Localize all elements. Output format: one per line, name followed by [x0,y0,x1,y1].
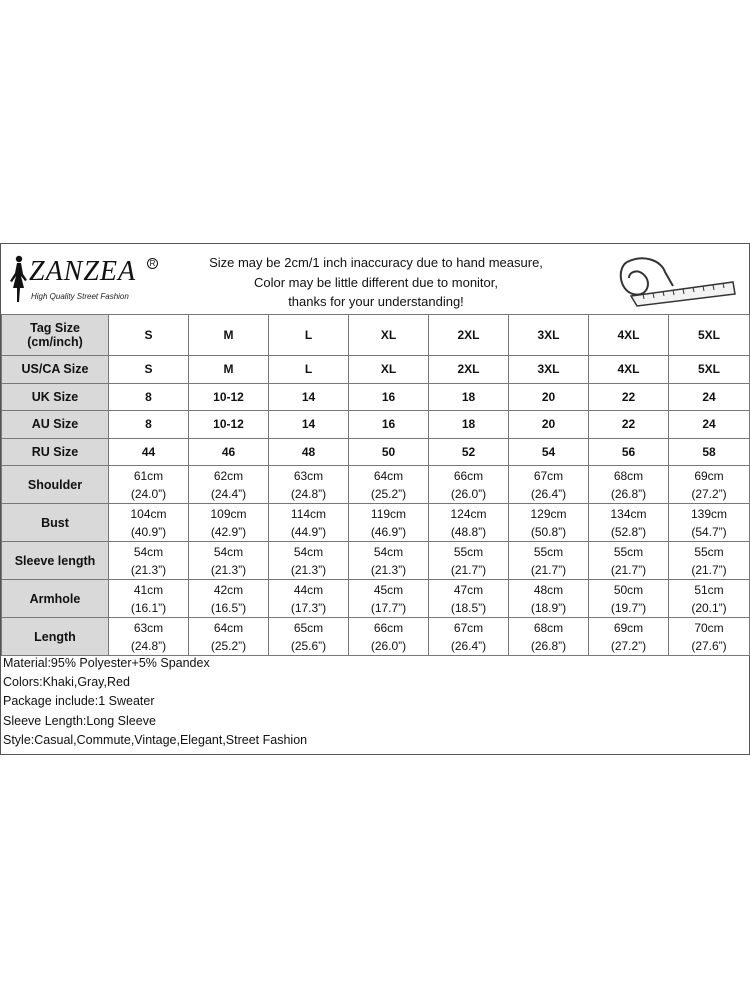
value-inch: (24.4”) [210,486,247,501]
measurement-cell [349,466,429,504]
value-inch: (26.0”) [450,486,487,501]
measurement-cell [429,504,509,542]
value-cm: 134cm [610,506,647,521]
value-cm: 68cm [533,620,564,635]
size-cell: XL [349,356,429,384]
row-label-line: (cm/inch) [27,335,83,349]
brand-logo [7,252,157,308]
value-cm: 54cm [133,544,164,559]
size-cell: 20 [509,411,589,439]
brand-tagline: High Quality Street Fashion [31,292,129,301]
measurement-row [2,580,750,618]
value-inch: (18.5”) [450,600,487,615]
value-inch: (44.9”) [290,524,327,539]
size-cell: 58 [669,438,750,466]
value-inch: (24.0”) [130,486,167,501]
row-label: US/CA Size [2,356,109,384]
size-row [2,356,750,384]
measurement-cell [429,466,509,504]
value-inch: (46.9”) [370,524,407,539]
value-cm: 70cm [694,620,724,635]
size-cell: 2XL [429,315,509,356]
value-cm: 67cm [533,468,564,483]
value-cm: 45cm [373,582,404,597]
size-cell: 4XL [589,356,669,384]
value-inch: (21.7”) [530,562,567,577]
value-inch: (21.3”) [370,562,407,577]
value-inch: (18.9”) [530,600,567,615]
value-cm: 63cm [133,620,164,635]
measurement-cell [189,466,269,504]
registered-mark: R [147,258,158,269]
value-cm: 109cm [210,506,247,521]
value-inch: (48.8”) [450,524,487,539]
value-cm: 63cm [293,468,324,483]
row-label: Length [2,618,109,656]
size-cell: 4XL [589,315,669,356]
value-inch: (26.0”) [370,638,407,653]
row-label [2,315,109,356]
value-cm: 67cm [453,620,484,635]
measurement-cell [109,466,189,504]
size-row [2,315,750,356]
measurement-cell [669,580,750,618]
value-cm: 139cm [690,506,728,521]
value-inch: (50.8”) [530,524,567,539]
value-inch: (27.2”) [691,486,727,501]
size-cell: 8 [109,383,189,411]
brand-name: ZANZEA [29,256,137,287]
value-inch: (21.7”) [610,562,647,577]
size-row [2,383,750,411]
value-inch: (21.3”) [290,562,327,577]
measurement-cell [589,618,669,656]
measurement-cell [109,618,189,656]
size-cell: 2XL [429,356,509,384]
value-inch: (16.1”) [130,600,167,615]
size-cell: 24 [669,383,750,411]
measurement-cell [509,504,589,542]
value-cm: 66cm [373,620,404,635]
value-cm: 55cm [533,544,564,559]
value-cm: 64cm [373,468,404,483]
measurement-cell [429,580,509,618]
size-cell: 14 [269,411,349,439]
value-inch: (16.5”) [210,600,247,615]
spec-style: Style:Casual,Commute,Vintage,Elegant,Street Fashion [3,732,308,747]
measurement-notice [181,253,571,312]
size-cell: L [269,315,349,356]
measurement-cell [669,542,750,580]
size-row [2,411,750,439]
value-cm: 119cm [370,506,407,521]
measurement-cell [669,618,750,656]
row-label: Armhole [2,580,109,618]
measurement-row [2,466,750,504]
measurement-cell [269,504,349,542]
measuring-tape-icon [613,252,741,308]
value-cm: 47cm [453,582,484,597]
size-cell: 3XL [509,315,589,356]
notice-line-2: Color may be little different due to monitor, [254,274,498,290]
value-cm: 55cm [694,544,724,559]
value-inch: (20.1”) [691,600,727,615]
value-cm: 68cm [613,468,644,483]
size-cell: 54 [509,438,589,466]
size-cell: 20 [509,383,589,411]
row-label: Sleeve length [2,542,109,580]
measurement-cell [429,618,509,656]
value-inch: (25.6”) [290,638,327,653]
value-cm: 41cm [133,582,164,597]
size-cell: 5XL [669,315,750,356]
size-cell: 3XL [509,356,589,384]
value-inch: (52.8”) [610,524,647,539]
value-cm: 61cm [133,468,164,483]
size-chart [0,243,750,755]
size-cell: 44 [109,438,189,466]
value-cm: 114cm [290,506,327,521]
measurement-cell [589,580,669,618]
value-cm: 44cm [293,582,324,597]
value-cm: 69cm [613,620,644,635]
measurement-cell [669,504,750,542]
measurement-cell [189,580,269,618]
value-inch: (27.2”) [610,638,647,653]
value-inch: (21.3”) [210,562,247,577]
measurement-row [2,504,750,542]
size-cell: 22 [589,383,669,411]
size-cell: 50 [349,438,429,466]
size-cell: M [189,356,269,384]
value-cm: 48cm [533,582,564,597]
chart-header [1,244,749,315]
value-cm: 51cm [694,582,724,597]
value-inch: (26.4”) [530,486,567,501]
value-cm: 104cm [130,506,167,521]
size-cell: 24 [669,411,750,439]
size-cell: 5XL [669,356,750,384]
measurement-cell [589,504,669,542]
measurement-cell [349,580,429,618]
product-specs [1,654,749,750]
size-cell: S [109,315,189,356]
measurement-cell [349,618,429,656]
row-label: Bust [2,504,109,542]
size-cell: 10-12 [189,383,269,411]
value-cm: 50cm [613,582,644,597]
measurement-cell [349,542,429,580]
size-cell: S [109,356,189,384]
measurement-row [2,542,750,580]
measurement-cell [109,542,189,580]
measurement-cell [109,504,189,542]
value-cm: 42cm [213,582,244,597]
measurement-cell [109,580,189,618]
measurement-cell [269,466,349,504]
measurement-cell [429,542,509,580]
size-cell: 52 [429,438,509,466]
size-cell: 8 [109,411,189,439]
value-cm: 54cm [373,544,404,559]
measurement-cell [509,618,589,656]
value-cm: 124cm [450,506,487,521]
measurement-cell [509,580,589,618]
value-inch: (24.8”) [290,486,327,501]
value-inch: (21.7”) [450,562,487,577]
size-cell: 46 [189,438,269,466]
measurement-cell [589,466,669,504]
value-cm: 64cm [213,620,244,635]
measurement-cell [189,504,269,542]
measurement-cell [589,542,669,580]
value-cm: 55cm [453,544,484,559]
size-cell: XL [349,315,429,356]
measurement-cell [269,618,349,656]
size-cell: 16 [349,383,429,411]
measurement-cell [269,542,349,580]
measurement-row [2,618,750,656]
spec-package: Package include:1 Sweater [3,694,155,709]
value-cm: 62cm [213,468,244,483]
value-inch: (40.9”) [130,524,167,539]
spec-sleeve-length: Sleeve Length:Long Sleeve [3,713,156,728]
value-cm: 65cm [293,620,324,635]
notice-line-3: thanks for your understanding! [288,294,464,309]
value-inch: (26.8”) [530,638,567,653]
row-label: AU Size [2,411,109,439]
size-cell: 22 [589,411,669,439]
size-cell: 16 [349,411,429,439]
spec-colors: Colors:Khaki,Gray,Red [3,675,130,690]
size-cell: 18 [429,383,509,411]
value-cm: 69cm [694,468,724,483]
row-label: RU Size [2,438,109,466]
value-inch: (26.8”) [610,486,647,501]
value-inch: (25.2”) [210,638,247,653]
size-cell: M [189,315,269,356]
size-cell: 48 [269,438,349,466]
row-label-line: Tag Size [30,321,80,335]
value-cm: 129cm [530,506,567,521]
value-inch: (42.9”) [210,524,247,539]
value-inch: (27.6”) [691,638,727,653]
value-cm: 54cm [213,544,244,559]
size-cell: 10-12 [189,411,269,439]
measurement-cell [189,542,269,580]
measurement-cell [269,580,349,618]
size-cell: 56 [589,438,669,466]
row-label: UK Size [2,383,109,411]
value-cm: 55cm [613,544,644,559]
value-inch: (25.2”) [370,486,407,501]
size-cell: L [269,356,349,384]
value-inch: (54.7”) [691,524,727,539]
value-inch: (21.3”) [130,562,167,577]
measurement-cell [189,618,269,656]
value-cm: 66cm [453,468,484,483]
size-cell: 14 [269,383,349,411]
woman-silhouette-icon [7,254,29,304]
measurement-cell [509,466,589,504]
value-inch: (21.7”) [691,562,727,577]
value-inch: (17.7”) [370,600,407,615]
value-inch: (26.4”) [450,638,487,653]
notice-line-1: Size may be 2cm/1 inch inaccuracy due to hand measure, [209,255,543,270]
spec-material: Material:95% Polyester+5% Spandex [3,656,210,670]
row-label: Shoulder [2,466,109,504]
measurement-cell [349,504,429,542]
value-cm: 54cm [293,544,324,559]
measurement-cell [669,466,750,504]
measurement-cell [509,542,589,580]
size-table [1,314,750,656]
size-cell: 18 [429,411,509,439]
value-inch: (19.7”) [610,600,647,615]
value-inch: (24.8”) [130,638,167,653]
value-inch: (17.3”) [290,600,327,615]
size-row [2,438,750,466]
